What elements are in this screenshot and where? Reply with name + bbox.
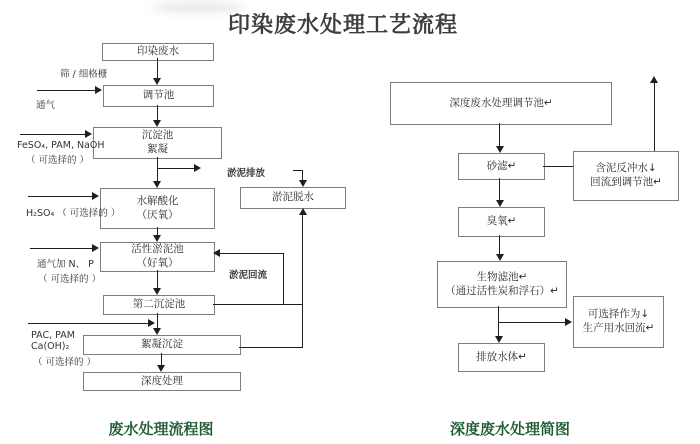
flow-line — [157, 58, 158, 79]
box-biofilter — [437, 261, 567, 308]
arrowhead-left-icon — [213, 249, 220, 257]
box-advanced-regulating-tank: 深度废水处理调节池↵ — [390, 82, 612, 125]
arrowhead-down-icon — [153, 235, 161, 242]
flow-line — [157, 105, 158, 121]
label-pac-pam: PAC, PAM — [31, 330, 75, 341]
arrowhead-down-icon — [496, 200, 504, 207]
flow-line — [20, 134, 86, 135]
arrowhead-down-icon — [496, 146, 504, 153]
box-dyeing-wastewater: 印染废水 — [102, 43, 214, 61]
box-biofilter-line2: （通过活性炭和浮石）↵ — [445, 284, 559, 297]
flow-line — [283, 253, 284, 304]
flow-line — [239, 347, 303, 348]
label-sludge-discharge: 淤泥排放 — [227, 168, 266, 179]
page-title: 印染废水处理工艺流程 — [227, 13, 458, 38]
box-hydrolysis-line1: 水解酸化 — [136, 194, 179, 207]
arrowhead-down-icon — [495, 336, 503, 343]
box-backwash-return — [573, 151, 679, 201]
box-discharge-water: 排放水体↵ — [458, 343, 545, 372]
flow-line — [499, 178, 500, 200]
flow-line — [157, 157, 158, 182]
box-activated-sludge-tank — [100, 242, 215, 272]
box-reuse-line2: 生产用水回流↵ — [582, 322, 655, 334]
arrowhead-down-icon — [153, 181, 161, 188]
box-backwash-line2: 回流到调节池↵ — [590, 176, 662, 188]
flow-line — [543, 166, 573, 167]
left-chart-caption: 废水处理流程图 — [108, 420, 214, 438]
label-optional-2: （ 可选择的 ） — [38, 274, 102, 285]
box-sand-filter: 砂滤↵ — [458, 153, 545, 180]
right-chart-caption: 深度废水处理简图 — [449, 420, 570, 438]
flow-line — [157, 313, 158, 329]
box-sedimentation-tank — [93, 127, 222, 159]
box-ozone: 臭氧↵ — [458, 207, 545, 237]
arrowhead-right-icon — [95, 86, 102, 94]
flow-line — [220, 253, 283, 254]
label-caoh2: Ca(OH)₂ — [31, 341, 70, 352]
box-advanced-treatment: 深度处理 — [83, 372, 241, 391]
label-optional-1: （ 可选择的 ） — [26, 155, 90, 166]
box-sedimentation-line1: 沉淀池 — [141, 129, 174, 142]
label-screen: 筛 / 细格栅 — [60, 69, 108, 80]
box-secondary-sedimentation: 第二沉淀池 — [103, 295, 215, 315]
flow-line — [28, 323, 149, 324]
arrowhead-down-icon — [153, 288, 161, 295]
label-sludge-return: 淤泥回流 — [229, 270, 268, 281]
arrowhead-down-icon — [153, 328, 161, 335]
arrowhead-right-icon — [85, 130, 92, 138]
box-backwash-line1: 含泥反冲水↓ — [595, 162, 657, 175]
flow-line — [302, 214, 303, 347]
flow-line — [498, 306, 499, 336]
arrowhead-down-icon — [153, 78, 161, 85]
flow-line — [157, 270, 158, 289]
box-sedimentation-line2: 絮凝 — [147, 143, 168, 155]
box-hydrolysis-line2: （厌氧） — [136, 208, 179, 221]
box-activated-sludge-line1: 活性淤泥池 — [131, 243, 184, 256]
box-sludge-dewatering: 淤泥脱水 — [240, 187, 346, 209]
arrowhead-down-icon — [299, 180, 307, 187]
flow-line — [213, 304, 303, 305]
arrowhead-right-icon — [194, 164, 201, 172]
box-flocculation-sedimentation: 絮凝沉淀 — [83, 335, 241, 355]
box-regulating-tank: 调节池 — [103, 85, 214, 107]
flow-line — [37, 90, 96, 91]
arrowhead-down-icon — [496, 254, 504, 261]
flow-line — [157, 168, 195, 169]
flow-line — [499, 235, 500, 254]
label-h2so4: H₂SO₄ （ 可选择的 ） — [26, 208, 121, 219]
flow-line — [28, 196, 93, 197]
arrowhead-right-icon — [148, 319, 155, 327]
arrowhead-right-icon — [92, 192, 99, 200]
arrowhead-down-icon — [153, 120, 161, 127]
flow-line — [654, 82, 655, 151]
arrowhead-down-icon — [157, 365, 165, 372]
label-aeration-np: 通气加 N、 P — [37, 259, 94, 270]
arrowhead-right-icon — [565, 318, 572, 326]
flow-line — [30, 248, 93, 249]
box-reuse-option — [573, 296, 664, 348]
box-reuse-line1: 可选择作为↓ — [587, 308, 650, 321]
box-activated-sludge-line2: （好氧） — [136, 257, 179, 269]
box-biofilter-line1: 生物滤池↵ — [476, 270, 528, 283]
label-aeration: 通气 — [36, 100, 56, 111]
label-optional-3: （ 可选择的 ） — [33, 357, 97, 368]
flow-line — [499, 322, 566, 323]
flow-line — [499, 123, 500, 146]
label-feso4: FeSO₄, PAM, NaOH — [17, 140, 105, 151]
arrowhead-right-icon — [92, 244, 99, 252]
